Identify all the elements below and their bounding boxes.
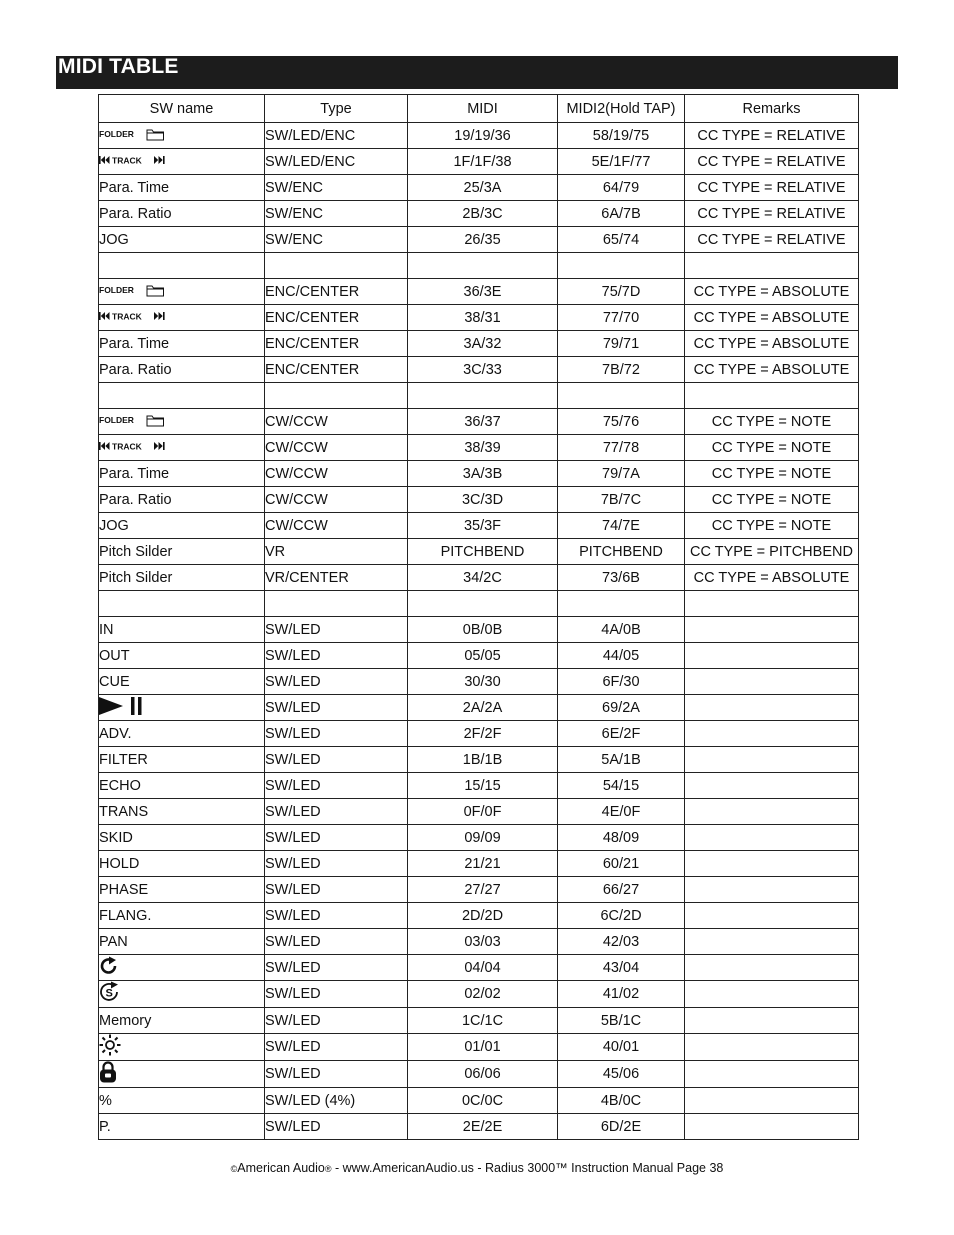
cell-type: SW/ENC — [265, 201, 408, 227]
cell-sw-name: JOG — [99, 513, 265, 539]
folder-icon — [99, 127, 165, 145]
cell-midi: 1F/1F/38 — [408, 149, 558, 175]
cell-midi2: 75/7D — [558, 279, 685, 305]
cell-sw-name — [99, 149, 265, 175]
footer-separator: - — [473, 1161, 486, 1175]
cell-type: SW/LED — [265, 903, 408, 929]
table-row — [99, 487, 859, 513]
table-row — [99, 227, 859, 253]
table-row — [99, 331, 859, 357]
cell-remarks — [685, 981, 859, 1008]
cell-remarks: CC TYPE = RELATIVE — [685, 149, 859, 175]
cell-type: SW/ENC — [265, 175, 408, 201]
cell-type: VR — [265, 539, 408, 565]
cell-midi2: 74/7E — [558, 513, 685, 539]
table-row — [99, 669, 859, 695]
cell-sw-name: Pitch Silder — [99, 565, 265, 591]
cell-type: SW/LED — [265, 929, 408, 955]
cell-remarks — [685, 383, 859, 409]
cell-sw-name — [99, 591, 265, 617]
cell-remarks: CC TYPE = RELATIVE — [685, 227, 859, 253]
table-row — [99, 435, 859, 461]
cell-midi: 09/09 — [408, 825, 558, 851]
cell-type: SW/LED — [265, 1034, 408, 1061]
cell-midi: 35/3F — [408, 513, 558, 539]
cell-midi: 38/31 — [408, 305, 558, 331]
cell-sw-name: OUT — [99, 643, 265, 669]
cell-sw-name: Para. Ratio — [99, 357, 265, 383]
cell-type: SW/LED — [265, 955, 408, 981]
track-icon — [99, 310, 169, 326]
cell-remarks — [685, 747, 859, 773]
cell-sw-name: % — [99, 1088, 265, 1114]
cell-type: CW/CCW — [265, 487, 408, 513]
table-row — [99, 617, 859, 643]
header-remarks: Remarks — [685, 95, 859, 123]
cell-midi2: 77/78 — [558, 435, 685, 461]
header-midi: MIDI — [408, 95, 558, 123]
table-header-row — [99, 95, 859, 123]
cell-midi: 30/30 — [408, 669, 558, 695]
cell-midi: 01/01 — [408, 1034, 558, 1061]
footer-brand: American Audio — [237, 1161, 325, 1175]
cell-midi2: 66/27 — [558, 877, 685, 903]
cell-midi2: 4E/0F — [558, 799, 685, 825]
table-row — [99, 903, 859, 929]
cell-remarks — [685, 773, 859, 799]
cell-midi: 04/04 — [408, 955, 558, 981]
table-row — [99, 747, 859, 773]
cell-type: SW/LED (4%) — [265, 1088, 408, 1114]
cell-midi — [408, 253, 558, 279]
cell-midi2: PITCHBEND — [558, 539, 685, 565]
copyright-symbol: © — [230, 1164, 238, 1174]
cell-midi: 2F/2F — [408, 721, 558, 747]
cell-midi: 25/3A — [408, 175, 558, 201]
table-row — [99, 773, 859, 799]
cell-remarks — [685, 253, 859, 279]
cell-midi2: 7B/7C — [558, 487, 685, 513]
cell-remarks: CC TYPE = PITCHBEND — [685, 539, 859, 565]
table-row — [99, 383, 859, 409]
cell-midi: 34/2C — [408, 565, 558, 591]
table-row — [99, 123, 859, 149]
section-title: MIDI TABLE — [58, 55, 179, 78]
header-midi2: MIDI2(Hold TAP) — [558, 95, 685, 123]
cell-type: SW/LED — [265, 1008, 408, 1034]
cell-sw-name — [99, 383, 265, 409]
cell-type — [265, 591, 408, 617]
cell-remarks: CC TYPE = ABSOLUTE — [685, 357, 859, 383]
cell-sw-name — [99, 253, 265, 279]
cell-midi: 19/19/36 — [408, 123, 558, 149]
cell-sw-name — [99, 1061, 265, 1088]
cell-remarks: CC TYPE = RELATIVE — [685, 175, 859, 201]
cell-type: CW/CCW — [265, 461, 408, 487]
cell-type: ENC/CENTER — [265, 331, 408, 357]
cell-sw-name: CUE — [99, 669, 265, 695]
table-row — [99, 279, 859, 305]
cell-type: SW/ENC — [265, 227, 408, 253]
cell-sw-name: PAN — [99, 929, 265, 955]
table-row — [99, 1088, 859, 1114]
table-row — [99, 305, 859, 331]
cell-remarks — [685, 825, 859, 851]
cell-midi2: 4A/0B — [558, 617, 685, 643]
cell-sw-name: HOLD — [99, 851, 265, 877]
cell-remarks — [685, 695, 859, 721]
cell-midi2: 77/70 — [558, 305, 685, 331]
cell-remarks — [685, 1034, 859, 1061]
table-row — [99, 201, 859, 227]
cell-midi2: 6C/2D — [558, 903, 685, 929]
table-row — [99, 721, 859, 747]
cell-type: SW/LED — [265, 773, 408, 799]
cell-sw-name: Para. Ratio — [99, 487, 265, 513]
cell-midi2: 79/7A — [558, 461, 685, 487]
cell-type: ENC/CENTER — [265, 279, 408, 305]
reloop-icon — [99, 956, 119, 980]
cell-midi2: 69/2A — [558, 695, 685, 721]
table-row — [99, 565, 859, 591]
cell-sw-name: P. — [99, 1114, 265, 1140]
registered-symbol: ® — [324, 1164, 332, 1174]
cell-midi: 38/39 — [408, 435, 558, 461]
table-row — [99, 175, 859, 201]
cell-sw-name: Memory — [99, 1008, 265, 1034]
cell-midi: 2A/2A — [408, 695, 558, 721]
cell-midi2: 60/21 — [558, 851, 685, 877]
cell-midi: 2B/3C — [408, 201, 558, 227]
section-title-bar — [56, 56, 898, 89]
cell-sw-name: Para. Time — [99, 331, 265, 357]
cell-sw-name: Pitch Silder — [99, 539, 265, 565]
cell-midi: 3C/3D — [408, 487, 558, 513]
table-row — [99, 825, 859, 851]
cell-midi2: 44/05 — [558, 643, 685, 669]
cell-midi: 27/27 — [408, 877, 558, 903]
cell-remarks — [685, 799, 859, 825]
cell-midi2 — [558, 253, 685, 279]
cell-remarks: CC TYPE = ABSOLUTE — [685, 279, 859, 305]
cell-type: SW/LED — [265, 643, 408, 669]
midi-table — [98, 94, 859, 1140]
table-row — [99, 591, 859, 617]
cell-midi2: 42/03 — [558, 929, 685, 955]
table-row — [99, 643, 859, 669]
footer-separator: - — [331, 1161, 343, 1175]
cell-type: SW/LED — [265, 669, 408, 695]
cell-type: SW/LED/ENC — [265, 123, 408, 149]
cell-sw-name — [99, 123, 265, 149]
cell-remarks: CC TYPE = RELATIVE — [685, 123, 859, 149]
cell-midi2: 6E/2F — [558, 721, 685, 747]
cell-type: SW/LED — [265, 851, 408, 877]
table-row — [99, 1008, 859, 1034]
cell-remarks — [685, 643, 859, 669]
cell-midi2: 43/04 — [558, 955, 685, 981]
cell-midi2: 45/06 — [558, 1061, 685, 1088]
sample-loop-icon — [99, 981, 121, 1007]
cell-sw-name: PHASE — [99, 877, 265, 903]
cell-type: VR/CENTER — [265, 565, 408, 591]
table-row — [99, 149, 859, 175]
cell-remarks — [685, 1008, 859, 1034]
cell-midi2 — [558, 591, 685, 617]
folder-icon — [99, 413, 165, 431]
table-row — [99, 851, 859, 877]
cell-midi2: 73/6B — [558, 565, 685, 591]
cell-midi: 1C/1C — [408, 1008, 558, 1034]
cell-midi — [408, 591, 558, 617]
cell-type: SW/LED/ENC — [265, 149, 408, 175]
footer-manual-page: Radius 3000™ Instruction Manual Page 38 — [485, 1161, 724, 1175]
table-row — [99, 1114, 859, 1140]
cell-remarks — [685, 721, 859, 747]
cell-sw-name: FLANG. — [99, 903, 265, 929]
cell-remarks — [685, 591, 859, 617]
table-row — [99, 877, 859, 903]
cell-midi2: 5E/1F/77 — [558, 149, 685, 175]
cell-midi2: 6A/7B — [558, 201, 685, 227]
cell-sw-name: SKID — [99, 825, 265, 851]
brightness-icon — [99, 1034, 121, 1060]
cell-midi2: 6D/2E — [558, 1114, 685, 1140]
cell-type: SW/LED — [265, 747, 408, 773]
cell-remarks — [685, 1114, 859, 1140]
cell-sw-name: IN — [99, 617, 265, 643]
cell-sw-name: Para. Time — [99, 175, 265, 201]
cell-midi2: 40/01 — [558, 1034, 685, 1061]
play-pause-icon — [99, 696, 145, 720]
lock-icon — [99, 1061, 117, 1087]
cell-midi: 0C/0C — [408, 1088, 558, 1114]
table-row — [99, 461, 859, 487]
cell-midi2: 7B/72 — [558, 357, 685, 383]
svg-text:FOLDER: FOLDER — [99, 414, 134, 425]
cell-midi2: 79/71 — [558, 331, 685, 357]
header-type: Type — [265, 95, 408, 123]
cell-type: ENC/CENTER — [265, 357, 408, 383]
cell-sw-name: JOG — [99, 227, 265, 253]
cell-remarks: CC TYPE = NOTE — [685, 435, 859, 461]
svg-text:TRACK: TRACK — [112, 441, 142, 452]
cell-midi — [408, 383, 558, 409]
cell-remarks: CC TYPE = NOTE — [685, 513, 859, 539]
cell-remarks — [685, 1061, 859, 1088]
cell-midi: 26/35 — [408, 227, 558, 253]
cell-remarks: CC TYPE = NOTE — [685, 461, 859, 487]
cell-sw-name — [99, 981, 265, 1008]
cell-midi2 — [558, 383, 685, 409]
cell-midi: 15/15 — [408, 773, 558, 799]
cell-remarks — [685, 617, 859, 643]
cell-sw-name — [99, 435, 265, 461]
table-row — [99, 955, 859, 981]
cell-type: SW/LED — [265, 1061, 408, 1088]
table-row — [99, 981, 859, 1008]
table-row — [99, 929, 859, 955]
cell-sw-name: ADV. — [99, 721, 265, 747]
cell-remarks: CC TYPE = ABSOLUTE — [685, 565, 859, 591]
cell-sw-name — [99, 409, 265, 435]
cell-midi: 3A/3B — [408, 461, 558, 487]
cell-sw-name — [99, 955, 265, 981]
cell-type: SW/LED — [265, 981, 408, 1008]
cell-midi2: 54/15 — [558, 773, 685, 799]
cell-type: SW/LED — [265, 1114, 408, 1140]
track-icon — [99, 440, 169, 456]
cell-remarks — [685, 669, 859, 695]
cell-midi2: 5A/1B — [558, 747, 685, 773]
cell-midi2: 6F/30 — [558, 669, 685, 695]
cell-midi: 21/21 — [408, 851, 558, 877]
cell-type: CW/CCW — [265, 513, 408, 539]
svg-text:TRACK: TRACK — [112, 311, 142, 322]
cell-remarks — [685, 877, 859, 903]
cell-remarks: CC TYPE = NOTE — [685, 409, 859, 435]
cell-remarks: CC TYPE = RELATIVE — [685, 201, 859, 227]
cell-midi: 0B/0B — [408, 617, 558, 643]
cell-type: CW/CCW — [265, 435, 408, 461]
cell-remarks: CC TYPE = ABSOLUTE — [685, 331, 859, 357]
cell-remarks: CC TYPE = ABSOLUTE — [685, 305, 859, 331]
cell-midi: 3C/33 — [408, 357, 558, 383]
cell-sw-name — [99, 1034, 265, 1061]
cell-midi: 36/3E — [408, 279, 558, 305]
cell-midi: 06/06 — [408, 1061, 558, 1088]
page-footer — [0, 1161, 954, 1175]
cell-type: SW/LED — [265, 617, 408, 643]
cell-midi2: 5B/1C — [558, 1008, 685, 1034]
cell-remarks — [685, 1088, 859, 1114]
cell-remarks: CC TYPE = NOTE — [685, 487, 859, 513]
cell-type: SW/LED — [265, 721, 408, 747]
cell-midi: PITCHBEND — [408, 539, 558, 565]
cell-sw-name — [99, 695, 265, 721]
cell-sw-name: ECHO — [99, 773, 265, 799]
table-row — [99, 695, 859, 721]
cell-sw-name: FILTER — [99, 747, 265, 773]
table-row — [99, 1034, 859, 1061]
cell-midi: 3A/32 — [408, 331, 558, 357]
cell-remarks — [685, 903, 859, 929]
cell-midi2: 64/79 — [558, 175, 685, 201]
cell-sw-name — [99, 305, 265, 331]
table-row — [99, 357, 859, 383]
cell-type: SW/LED — [265, 877, 408, 903]
table-row — [99, 409, 859, 435]
cell-type: SW/LED — [265, 695, 408, 721]
cell-midi: 2E/2E — [408, 1114, 558, 1140]
cell-midi: 03/03 — [408, 929, 558, 955]
cell-remarks — [685, 851, 859, 877]
cell-midi2: 58/19/75 — [558, 123, 685, 149]
folder-icon — [99, 283, 165, 301]
track-icon — [99, 154, 169, 170]
table-row — [99, 799, 859, 825]
cell-midi2: 65/74 — [558, 227, 685, 253]
svg-text:FOLDER: FOLDER — [99, 284, 134, 295]
cell-type — [265, 383, 408, 409]
cell-midi: 02/02 — [408, 981, 558, 1008]
cell-midi: 2D/2D — [408, 903, 558, 929]
cell-sw-name: Para. Ratio — [99, 201, 265, 227]
table-row — [99, 253, 859, 279]
table-row — [99, 539, 859, 565]
svg-text:S: S — [105, 987, 113, 1000]
cell-remarks — [685, 955, 859, 981]
cell-sw-name: Para. Time — [99, 461, 265, 487]
svg-text:FOLDER: FOLDER — [99, 128, 134, 139]
cell-midi2: 75/76 — [558, 409, 685, 435]
cell-midi: 1B/1B — [408, 747, 558, 773]
cell-midi: 0F/0F — [408, 799, 558, 825]
cell-midi: 05/05 — [408, 643, 558, 669]
footer-url: www.AmericanAudio.us — [342, 1161, 474, 1175]
cell-midi2: 48/09 — [558, 825, 685, 851]
cell-type: SW/LED — [265, 825, 408, 851]
svg-text:TRACK: TRACK — [112, 155, 142, 166]
cell-sw-name: TRANS — [99, 799, 265, 825]
table-row — [99, 513, 859, 539]
cell-midi2: 41/02 — [558, 981, 685, 1008]
cell-midi2: 4B/0C — [558, 1088, 685, 1114]
cell-midi: 36/37 — [408, 409, 558, 435]
cell-type — [265, 253, 408, 279]
table-row — [99, 1061, 859, 1088]
cell-type: CW/CCW — [265, 409, 408, 435]
cell-remarks — [685, 929, 859, 955]
cell-sw-name — [99, 279, 265, 305]
cell-type: SW/LED — [265, 799, 408, 825]
header-sw-name: SW name — [99, 95, 265, 123]
cell-type: ENC/CENTER — [265, 305, 408, 331]
